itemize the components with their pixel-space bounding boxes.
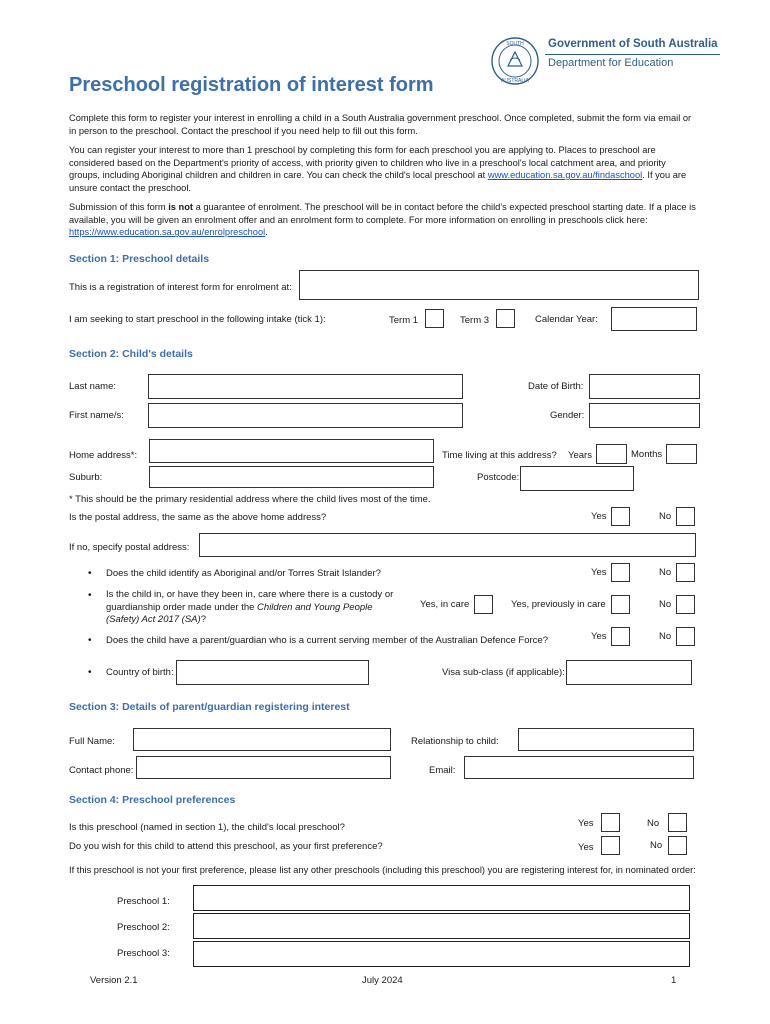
aboriginal-question: Does the child identify as Aboriginal and/or Torres Strait Islander? xyxy=(106,568,381,579)
calendar-year-field[interactable] xyxy=(611,307,697,331)
contact-phone-label: Contact phone: xyxy=(69,765,134,776)
svg-text:AUSTRALIA: AUSTRALIA xyxy=(501,78,529,84)
postal-same-yes-checkbox[interactable] xyxy=(611,507,630,526)
preschool-1-field[interactable] xyxy=(193,885,690,911)
in-care-label: Yes, in care xyxy=(420,599,470,610)
preschool-1-label: Preschool 1: xyxy=(117,896,170,907)
preschool-3-field[interactable] xyxy=(193,941,690,967)
local-yes-checkbox[interactable] xyxy=(601,813,620,832)
footer-page-number: 1 xyxy=(671,975,677,986)
term3-label: Term 3 xyxy=(460,315,490,326)
address-footnote: * This should be the primary residential address where the child lives most of the time. xyxy=(69,494,431,505)
section-1-heading: Section 1: Preschool details xyxy=(69,253,210,265)
care-question-line-3 xyxy=(106,614,393,627)
previously-in-care-label: Yes, previously in care xyxy=(511,599,606,610)
gender-label: Gender: xyxy=(550,410,585,421)
intake-label: I am seeking to start preschool in the following intake (tick 1): xyxy=(69,314,326,325)
intro-p3-text: Submission of this form xyxy=(69,202,169,212)
gender-field[interactable] xyxy=(589,403,700,428)
first-preference-question: Do you wish for this child to attend this preschool, as your first preference? xyxy=(69,841,383,852)
suburb-field[interactable] xyxy=(149,466,434,488)
postal-same-yes-label: Yes xyxy=(591,511,607,522)
bullet: • xyxy=(88,667,92,678)
home-address-label: Home address*: xyxy=(69,450,138,461)
term3-checkbox[interactable] xyxy=(496,309,515,328)
intro-paragraph-2 xyxy=(69,144,699,194)
bullet: • xyxy=(88,635,92,646)
visa-field[interactable] xyxy=(566,660,692,685)
preschool-2-label: Preschool 2: xyxy=(117,922,170,933)
aboriginal-no-checkbox[interactable] xyxy=(676,563,695,582)
first-names-field[interactable] xyxy=(148,403,463,428)
care-question-line-2 xyxy=(106,602,393,615)
first-pref-no-checkbox[interactable] xyxy=(668,836,687,855)
dept-name: Department for Education xyxy=(548,57,674,69)
years-field[interactable] xyxy=(596,444,627,464)
care-question xyxy=(106,589,393,627)
intro-paragraph-1 xyxy=(69,112,699,137)
aboriginal-yes-checkbox[interactable] xyxy=(611,563,630,582)
enrol-preschool-link[interactable]: https://www.education.sa.gov.au/enrolpreschool xyxy=(69,227,266,238)
last-name-field[interactable] xyxy=(148,374,463,399)
email-field[interactable] xyxy=(464,756,694,779)
postal-same-no-checkbox[interactable] xyxy=(676,507,695,526)
local-no-checkbox[interactable] xyxy=(668,813,687,832)
defence-yes-checkbox[interactable] xyxy=(611,627,630,646)
first-pref-yes-checkbox[interactable] xyxy=(601,836,620,855)
logo-divider xyxy=(545,54,720,55)
preference-list-instructions: If this preschool is not your first preference, please list any other preschools (including this preschool) you are registering interest for, in nominated order: xyxy=(69,865,696,875)
postal-same-label: Is the postal address, the same as the above home address? xyxy=(69,512,327,523)
dob-label: Date of Birth: xyxy=(528,381,584,392)
intro-p1-text: Complete this form to register your interest in enrolling a child in a South Australia government preschool. Once completed, submit the form via email or in person to the preschool. Contact the preschool if you need help to fill out this form. xyxy=(69,113,692,136)
enrol-at-field[interactable] xyxy=(299,270,699,300)
months-label: Months xyxy=(631,449,663,460)
page-title: Preschool registration of interest form xyxy=(69,74,434,96)
months-field[interactable] xyxy=(666,444,697,464)
home-address-field[interactable] xyxy=(149,439,434,463)
country-birth-label: Country of birth: xyxy=(106,667,174,678)
postcode-field[interactable] xyxy=(520,466,634,491)
preschool-3-label: Preschool 3: xyxy=(117,948,170,959)
aboriginal-yes-label: Yes xyxy=(591,567,607,578)
care-question-text: guardianship order made under the xyxy=(106,601,258,613)
postcode-label: Postcode: xyxy=(477,472,520,483)
footer-version: Version 2.1 xyxy=(90,975,138,986)
time-living-label: Time living at this address? xyxy=(442,450,557,461)
care-act-name-2: (Safety) Act 2017 (SA) xyxy=(106,614,201,625)
visa-label: Visa sub-class (if applicable): xyxy=(442,667,565,678)
defence-no-label: No xyxy=(659,631,672,642)
intro-p2-end: . If you are unsure contact the preschool. xyxy=(69,170,687,193)
suburb-label: Suburb: xyxy=(69,472,103,483)
term1-checkbox[interactable] xyxy=(425,309,444,328)
section-4-heading: Section 4: Preschool preferences xyxy=(69,794,236,806)
care-no-label: No xyxy=(659,599,672,610)
section-3-heading: Section 3: Details of parent/guardian registering interest xyxy=(69,701,350,713)
calendar-year-label: Calendar Year: xyxy=(535,314,598,325)
first-pref-no-label: No xyxy=(650,840,663,851)
defence-yes-label: Yes xyxy=(591,631,607,642)
first-names-label: First name/s: xyxy=(69,410,124,421)
bullet: • xyxy=(88,568,92,579)
email-label: Email: xyxy=(429,765,456,776)
defence-question: Does the child have a parent/guardian who is a current serving member of the Australian Defence Force? xyxy=(106,635,548,646)
intro-p3-mid: a guarantee of enrolment. The preschool will be in contact before the child's expected preschool starting date. If a place is available, you will be given an enrolment offer and an enrolment form to complete. For more information on enrolling in preschools click here: xyxy=(69,202,696,225)
care-question-line-1: Is the child in, or have they been in, care where there is a custody or xyxy=(106,589,394,600)
last-name-label: Last name: xyxy=(69,381,116,392)
section-2-heading: Section 2: Child's details xyxy=(69,348,193,360)
care-act-name: Children and Young People xyxy=(257,601,373,613)
care-question-mark: ? xyxy=(200,614,206,625)
enrol-at-label: This is a registration of interest form for enrolment at: xyxy=(69,282,292,293)
country-birth-field[interactable] xyxy=(176,660,369,685)
gov-name: Government of South Australia xyxy=(548,38,718,50)
postal-specify-label: If no, specify postal address: xyxy=(69,542,190,553)
intro-p3-end: . xyxy=(265,227,268,238)
relationship-label: Relationship to child: xyxy=(411,736,499,747)
bullet: • xyxy=(88,590,92,601)
aboriginal-no-label: No xyxy=(659,567,672,578)
footer-date: July 2024 xyxy=(362,975,403,986)
years-label: Years xyxy=(568,450,592,461)
postal-same-no-label: No xyxy=(659,511,672,522)
in-care-checkbox[interactable] xyxy=(474,595,493,614)
care-no-checkbox[interactable] xyxy=(676,595,695,614)
contact-phone-field[interactable] xyxy=(136,756,391,779)
dob-field[interactable] xyxy=(589,374,700,399)
local-yes-label: Yes xyxy=(578,818,594,829)
first-pref-yes-label: Yes xyxy=(578,842,594,853)
intro-paragraph-3 xyxy=(69,201,699,239)
postal-address-field[interactable] xyxy=(199,533,696,557)
svg-text:SOUTH: SOUTH xyxy=(506,41,524,47)
full-name-label: Full Name: xyxy=(69,736,115,747)
defence-no-checkbox[interactable] xyxy=(676,627,695,646)
previously-in-care-checkbox[interactable] xyxy=(611,595,630,614)
local-no-label: No xyxy=(647,818,660,829)
relationship-field[interactable] xyxy=(518,728,694,751)
full-name-field[interactable] xyxy=(133,728,391,751)
intro-p3-bold: is not xyxy=(168,202,193,212)
sa-government-crest xyxy=(490,36,540,86)
preschool-2-field[interactable] xyxy=(193,913,690,939)
find-a-school-link[interactable]: www.education.sa.gov.au/findaschool xyxy=(487,170,643,181)
term1-label: Term 1 xyxy=(389,315,419,326)
intro-p2-text: You can register your interest to more than 1 preschool by completing this form for each preschool you are applying to. Places to preschool are considered based on the Department's priority of access, with priority given to children who live in a preschool's local catchment area, and priority groups, including Aboriginal children and children in care. You can check the child's local preschool at xyxy=(69,145,666,181)
local-preschool-question: Is this preschool (named in section 1), the child's local preschool? xyxy=(69,822,345,833)
